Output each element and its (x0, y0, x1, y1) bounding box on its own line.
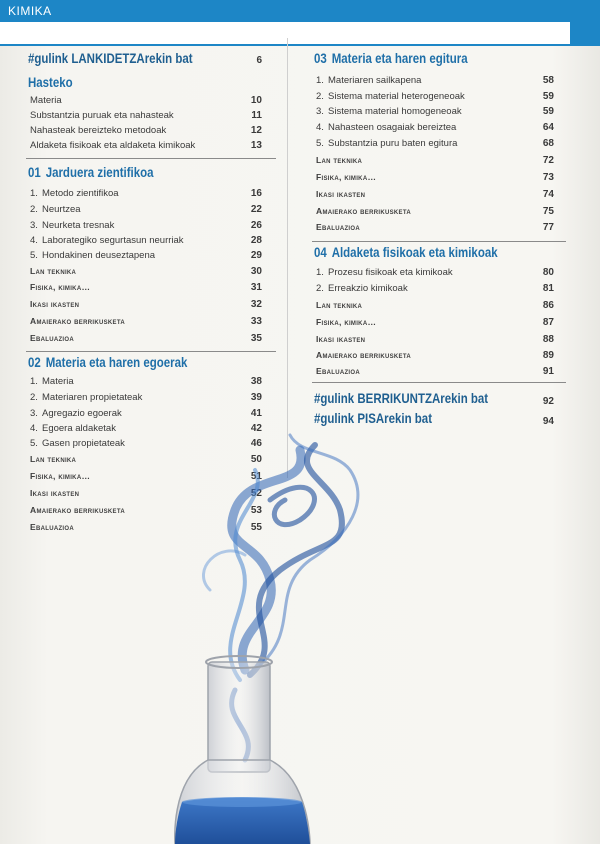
page-number: 89 (542, 350, 554, 361)
page-number: 87 (542, 317, 554, 328)
page-number: 39 (250, 392, 262, 403)
header-tab (570, 22, 600, 44)
toc-extra[interactable]: Fisika, kimika… 73 (316, 172, 554, 183)
page-number: 92 (542, 396, 554, 407)
toc-extra[interactable]: Fisika, kimika… 31 (30, 282, 262, 293)
page-number: 42 (250, 423, 262, 434)
page-number: 86 (542, 300, 554, 311)
toc-item[interactable]: 3. Agregazio egoerak 41 (30, 408, 262, 419)
toc-extra[interactable]: Lan teknika 30 (30, 266, 262, 277)
toc-item[interactable]: 2. Neurtzea 22 (30, 204, 262, 215)
toc-extra[interactable]: Ikasi ikasten 74 (316, 189, 554, 200)
toc-item[interactable]: 3. Sistema material homogeneoak 59 (316, 106, 554, 117)
page-number: 53 (250, 505, 262, 516)
section-rule (312, 241, 566, 242)
toc-extra[interactable]: Fisika, kimika… 51 (30, 471, 262, 482)
page-number: 88 (542, 334, 554, 345)
section-rule (26, 158, 276, 159)
toc-item[interactable]: 2. Sistema material heterogeneoak 59 (316, 91, 554, 102)
page-number: 46 (250, 438, 262, 449)
page-number: 26 (250, 220, 262, 231)
toc-extra[interactable]: Ebaluazioa 35 (30, 333, 262, 344)
item-label: Materia (30, 95, 62, 106)
flask-neck (208, 662, 270, 772)
page-number: 59 (542, 106, 554, 117)
page-number: 10 (250, 95, 262, 106)
outro-heading-1: #gulink BERRIKUNTZArekin bat (314, 390, 489, 406)
toc-item[interactable] (20, 125, 276, 139)
page-number: 11 (251, 110, 262, 121)
unit2-heading: 02 Materia eta haren egoerak (28, 354, 188, 370)
page-number: 75 (542, 206, 554, 217)
page-number: 22 (250, 204, 262, 215)
toc-item[interactable]: 5. Hondakinen deuseztapena 29 (30, 250, 262, 261)
page-number: 59 (542, 91, 554, 102)
unit1-heading: 01 Jarduera zientifikoa (28, 164, 154, 180)
page-number: 91 (542, 366, 554, 377)
page-number: 31 (250, 282, 262, 293)
toc-extra[interactable]: Lan teknika 50 (30, 454, 262, 465)
toc-item[interactable]: 4. Egoera aldaketak 42 (30, 423, 262, 434)
page-number: 35 (250, 333, 262, 344)
page-number: 30 (250, 266, 262, 277)
toc-extra[interactable]: Amaierako berrikusketa 53 (30, 505, 262, 516)
toc-item[interactable]: 3. Neurketa tresnak 26 (30, 220, 262, 231)
toc-item[interactable] (20, 95, 276, 109)
toc-item[interactable]: 1. Metodo zientifikoa 16 (30, 188, 262, 199)
section-rule (312, 382, 566, 383)
page-number: 55 (250, 522, 262, 533)
outro-heading-2: #gulink PISArekin bat (314, 410, 433, 426)
page-number: 72 (542, 155, 554, 166)
toc-extra[interactable]: Ebaluazioa 55 (30, 522, 262, 533)
toc-extra[interactable]: Ebaluazioa 77 (316, 222, 554, 233)
page-number: 94 (542, 416, 554, 427)
intro-row (20, 55, 276, 69)
toc-extra[interactable]: Fisika, kimika… 87 (316, 317, 554, 328)
page-number: 51 (250, 471, 262, 482)
toc-extra[interactable]: Ikasi ikasten 88 (316, 334, 554, 345)
page-number: 16 (250, 188, 262, 199)
toc-extra[interactable]: Ikasi ikasten 32 (30, 299, 262, 310)
toc-extra[interactable]: Lan teknika 86 (316, 300, 554, 311)
outro-row-2 (306, 416, 568, 430)
toc-item[interactable]: 1. Materiaren sailkapena 58 (316, 75, 554, 86)
toc-item[interactable] (20, 110, 276, 124)
page-number: 32 (250, 299, 262, 310)
toc-extra[interactable]: Amaierako berrikusketa 33 (30, 316, 262, 327)
page-number: 58 (542, 75, 554, 86)
page-number: 29 (250, 250, 262, 261)
page-number: 13 (250, 140, 262, 151)
page-number: 6 (256, 55, 262, 66)
item-label: Substantzia puruak eta nahasteak (30, 110, 174, 121)
page-number: 41 (250, 408, 262, 419)
toc-extra[interactable]: Amaierako berrikusketa 89 (316, 350, 554, 361)
column-divider (287, 38, 288, 478)
page-number: 33 (250, 316, 262, 327)
page-number: 64 (542, 122, 554, 133)
toc-item[interactable]: 2. Erreakzio kimikoak 81 (316, 283, 554, 294)
page-number: 50 (250, 454, 262, 465)
page-number: 38 (250, 376, 262, 387)
header-band (0, 22, 600, 46)
toc-extra[interactable]: Amaierako berrikusketa 75 (316, 206, 554, 217)
page-number: 80 (542, 267, 554, 278)
header-bar (0, 0, 600, 22)
page-number: 77 (542, 222, 554, 233)
page-number: 74 (542, 189, 554, 200)
page-number: 73 (542, 172, 554, 183)
outro-row-1 (306, 396, 568, 410)
item-label: Nahasteak bereizteko metodoak (30, 125, 167, 136)
toc-item[interactable]: 4. Nahasteen osagaiak bereiztea 64 (316, 122, 554, 133)
toc-item[interactable]: 2. Materiaren propietateak 39 (30, 392, 262, 403)
toc-extra[interactable]: Ebaluazioa 91 (316, 366, 554, 377)
toc-extra[interactable]: Ikasi ikasten 52 (30, 488, 262, 499)
toc-item[interactable]: 1. Materia 38 (30, 376, 262, 387)
page-number: 68 (542, 138, 554, 149)
hasteko-heading: Hasteko (28, 74, 73, 90)
toc-item[interactable]: 4. Laborategiko segurtasun neurriak 28 (30, 235, 262, 246)
page-number: 81 (542, 283, 554, 294)
page-number: 28 (250, 235, 262, 246)
toc-item[interactable] (20, 140, 276, 154)
toc-item[interactable]: 5. Substantzia puru baten egitura 68 (316, 138, 554, 149)
unit3-heading: 03 Materia eta haren egitura (314, 50, 468, 66)
toc-item[interactable]: 5. Gasen propietateak 46 (30, 438, 262, 449)
header-title: KIMIKA (8, 4, 52, 18)
page-number: 12 (250, 125, 262, 136)
toc-extra[interactable]: Lan teknika 72 (316, 155, 554, 166)
page-number: 52 (250, 488, 262, 499)
unit4-heading: 04 Aldaketa fisikoak eta kimikoak (314, 244, 498, 260)
flask-smoke-illustration (150, 430, 480, 844)
intro-heading: #gulink LANKIDETZArekin bat (28, 50, 193, 66)
section-rule (26, 351, 276, 352)
liquid-surface (182, 797, 302, 807)
toc-item[interactable]: 1. Prozesu fisikoak eta kimikoak 80 (316, 267, 554, 278)
item-label: Aldaketa fisikoak eta aldaketa kimikoak (30, 140, 196, 151)
